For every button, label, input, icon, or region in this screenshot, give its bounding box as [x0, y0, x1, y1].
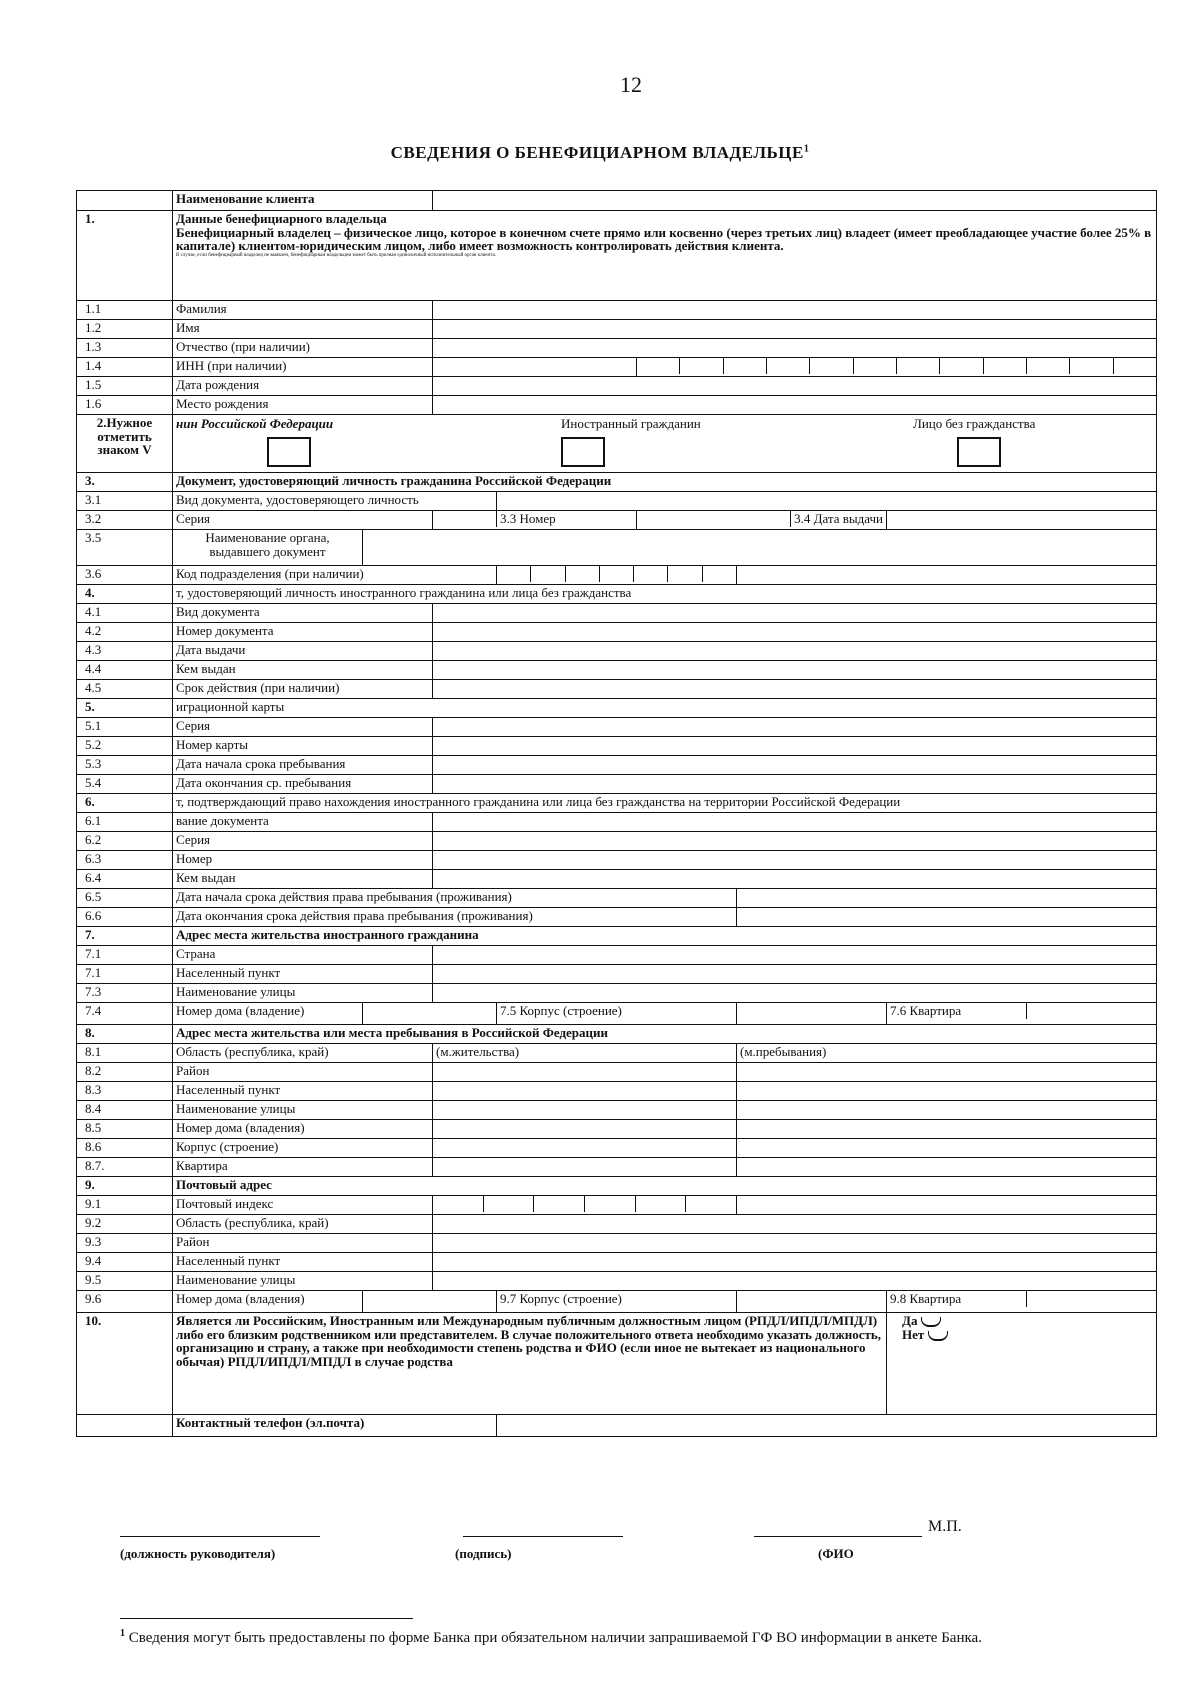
footnote-divider: [120, 1618, 413, 1619]
section-4-header: 4. т, удостоверяющий личность иностранного гражданина или лица без гражданства: [77, 585, 1157, 604]
number-field[interactable]: [637, 511, 791, 527]
row-1-5: 1.5 Дата рождения: [77, 377, 1157, 396]
row-9-3: 9.3 Район: [77, 1234, 1157, 1253]
section-1-heading: Данные бенефициарного владельца: [176, 211, 387, 226]
row-8-7: 8.7. Квартира: [77, 1158, 1157, 1177]
row-5-2: 5.2 Номер карты: [77, 737, 1157, 756]
row-3-5: 3.5 Наименование органа, выдавшего документ: [77, 530, 1157, 566]
birth-date-field[interactable]: [433, 377, 1157, 396]
row-6-4: 6.4 Кем выдан: [77, 870, 1157, 889]
option-russian-citizen: нин Российской Федерации: [176, 416, 334, 431]
client-name-row: [77, 191, 1157, 211]
document-type-field[interactable]: [497, 492, 1157, 511]
patronymic-field[interactable]: [433, 339, 1157, 358]
option-foreign-citizen: Иностранный гражданин: [561, 416, 701, 431]
row-4-4: 4.4 Кем выдан: [77, 661, 1157, 680]
section-number: 1.: [77, 211, 173, 301]
document-title: СВЕДЕНИЯ О БЕНЕФИЦИАРНОМ ВЛАДЕЛЬЦЕ$^1$: [390, 143, 810, 162]
row-4-3: 4.3 Дата выдачи: [77, 642, 1157, 661]
section-2-row: [77, 415, 1157, 473]
row-8-3: 8.3 Населенный пункт: [77, 1082, 1157, 1101]
inn-digit-cells[interactable]: [637, 358, 1157, 377]
beneficiary-definition: Бенефициарный владелец – физическое лицо, которое в конечном счете прямо или косвенно (через третьих лиц) владеет (имеет преобладающее участие более 25% в капитале) клиентом-юридическим лицом, либо имеет возможность контролировать действия клиента.: [176, 224, 1152, 254]
postal-code-cells[interactable]: [433, 1196, 737, 1215]
fio-label: (ФИО: [818, 1546, 854, 1561]
row-6-2: 6.2 Серия: [77, 832, 1157, 851]
seal-place: М.П.: [928, 1518, 962, 1535]
row-3-2: 3.2 Серия 3.3 Номер 3.4 Дата выдачи: [77, 511, 1157, 530]
client-name-label: Наименование клиента: [173, 191, 433, 211]
series-field[interactable]: [433, 511, 497, 527]
row-3-1: 3.1 Вид документа, удостоверяющего личность: [77, 492, 1157, 511]
foreign-citizen-checkbox[interactable]: [561, 437, 605, 467]
row-1-3: 1.3 Отчество (при наличии): [77, 339, 1157, 358]
surname-field[interactable]: [433, 301, 1157, 320]
row-6-3: 6.3 Номер: [77, 851, 1157, 870]
section-10-row: 10. Является ли Российским, Иностранным или Международным публичным должностным лицом (РПДЛ/ИПДЛ/МПДЛ) либо его близким родственником или представителем. В случае положительного ответа необходимо указать должность, организацию и страну, а также при необходимости степень родства и ФИО (если иное не вытекает из национального обычая) РПДЛ/ИПДЛ/МПДЛ в случае родства Да Нет: [77, 1313, 1157, 1415]
row-9-2: 9.2 Область (республика, край): [77, 1215, 1157, 1234]
row-8-4: 8.4 Наименование улицы: [77, 1101, 1157, 1120]
row-7-1: 7.1 Страна: [77, 946, 1157, 965]
row-5-1: 5.1 Серия: [77, 718, 1157, 737]
row-8-6: 8.6 Корпус (строение): [77, 1139, 1157, 1158]
issue-date-field[interactable]: [887, 511, 1157, 530]
row-9-5: 9.5 Наименование улицы: [77, 1272, 1157, 1291]
row-9-1: 9.1 Почтовый индекс: [77, 1196, 1157, 1215]
row-1-4: 1.4 ИНН (при наличии): [77, 358, 1157, 377]
row-4-5: 4.5 Срок действия (при наличии): [77, 680, 1157, 699]
section-3-header: 3. Документ, удостоверяющий личность гражданина Российской Федерации: [77, 473, 1157, 492]
option-stateless: Лицо без гражданства: [913, 416, 1036, 431]
section-9-header: 9. Почтовый адрес: [77, 1177, 1157, 1196]
row-8-2: 8.2 Район: [77, 1063, 1157, 1082]
no-checkbox[interactable]: [928, 1331, 948, 1341]
row-7-2: 7.1 Населенный пункт: [77, 965, 1157, 984]
russian-citizen-checkbox[interactable]: [267, 437, 311, 467]
row-1-1: 1.1 Фамилия: [77, 301, 1157, 320]
position-signature-line[interactable]: [120, 1536, 320, 1537]
fio-signature-line[interactable]: [754, 1536, 922, 1537]
stateless-checkbox[interactable]: [957, 437, 1001, 467]
birth-place-field[interactable]: [433, 396, 1157, 415]
beneficiary-note: В случае, если бенефициарный владелец не выявлен, бенефициарным владельцем может быть признан единоличный исполнительный орган клиента.: [176, 252, 496, 258]
row-5-3: 5.3 Дата начала срока пребывания: [77, 756, 1157, 775]
row-1-6: 1.6 Место рождения: [77, 396, 1157, 415]
row-9-4: 9.4 Населенный пункт: [77, 1253, 1157, 1272]
contact-field[interactable]: [497, 1415, 1157, 1437]
footnote: $^1$ Сведения могут быть предоставлены по форме Банка при обязательном наличии запрашиваемой ГФ ВО информации в анкете Банка.: [120, 1628, 982, 1646]
row-4-2: 4.2 Номер документа: [77, 623, 1157, 642]
row-4-1: 4.1 Вид документа: [77, 604, 1157, 623]
signature-label: (подпись): [455, 1546, 512, 1561]
row-5-4: 5.4 Дата окончания ср. пребывания: [77, 775, 1157, 794]
section-8-header: 8. Адрес места жительства или места пребывания в Российской Федерации: [77, 1025, 1157, 1044]
row-8-5: 8.5 Номер дома (владения): [77, 1120, 1157, 1139]
section-5-header: 5. играционной карты: [77, 699, 1157, 718]
section-2-label: 2.Нужное отметить знаком V: [77, 415, 173, 473]
row-7-4: 7.4 Номер дома (владение) 7.5 Корпус (строение) 7.6 Квартира: [77, 1003, 1157, 1025]
beneficiary-form-table: [76, 190, 1157, 1437]
client-name-field[interactable]: [433, 191, 1157, 211]
row-1-2: 1.2 Имя: [77, 320, 1157, 339]
division-code-cells[interactable]: [497, 566, 737, 585]
row-3-6: 3.6 Код подразделения (при наличии): [77, 566, 1157, 585]
section-7-header: 7. Адрес места жительства иностранного гражданина: [77, 927, 1157, 946]
issuing-authority-field[interactable]: [363, 530, 1157, 566]
page-number: 12: [620, 72, 642, 97]
pep-question: Является ли Российским, Иностранным или Международным публичным должностным лицом (РПДЛ/ИПДЛ/МПДЛ) либо его близким родственником или представителем. В случае положительного ответа необходимо указать должность, организацию и страну, а также при необходимости степень родства и ФИО (если иное не вытекает из национального обычая) РПДЛ/ИПДЛ/МПДЛ в случае родства: [173, 1313, 887, 1415]
contact-row: Контактный телефон (эл.почта): [77, 1415, 1157, 1437]
section-6-header: 6. т, подтверждающий право нахождения иностранного гражданина или лица без гражданства на территории Российской Федерации: [77, 794, 1157, 813]
row-6-5: 6.5 Дата начала срока действия права пребывания (проживания): [77, 889, 1157, 908]
row-7-3: 7.3 Наименование улицы: [77, 984, 1157, 1003]
title-footnote-mark: 1: [803, 143, 810, 155]
section-1-header: [77, 211, 1157, 301]
row-8-1: 8.1 Область (республика, край) (м.жительства) (м.пребывания): [77, 1044, 1157, 1063]
name-field[interactable]: [433, 320, 1157, 339]
sign-signature-line[interactable]: [463, 1536, 623, 1537]
position-label: (должность руководителя): [120, 1546, 276, 1561]
row-6-6: 6.6 Дата окончания срока действия права пребывания (проживания): [77, 908, 1157, 927]
row-9-6: 9.6 Номер дома (владения) 9.7 Корпус (строение) 9.8 Квартира: [77, 1291, 1157, 1313]
yes-checkbox[interactable]: [921, 1317, 941, 1327]
row-6-1: 6.1 вание документа: [77, 813, 1157, 832]
